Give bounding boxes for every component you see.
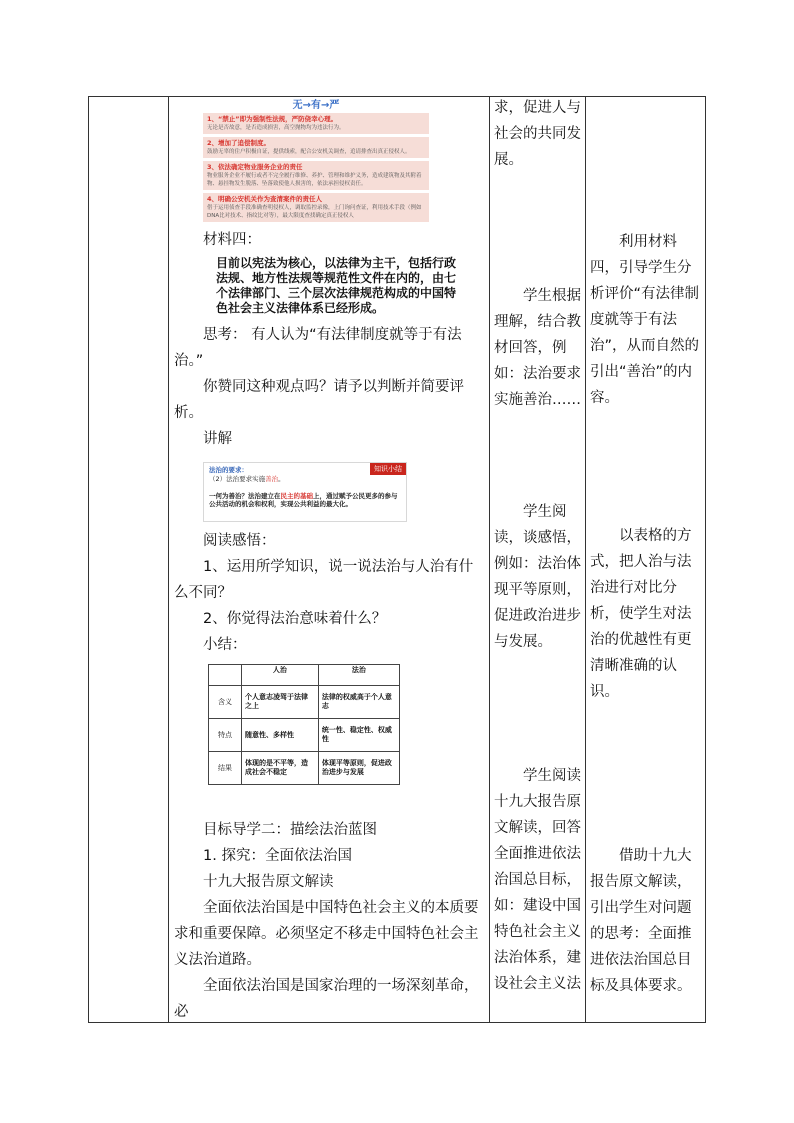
comparison-table — [208, 664, 400, 785]
intent-text: 借助十九大报告原文解读，引出学生对问题的思考：全面推进依法治国总目标及具体要求。 — [590, 848, 692, 994]
explore-heading: 1. 探究：全面依法治国 — [203, 848, 352, 864]
think-line: 思考： 有人认为“有法律制度就等于有法治。” — [174, 327, 462, 369]
student-text: 学生根据理解，结合教材回答，例如：法治要求实施善治…… — [494, 288, 581, 408]
student-text: 学生阅读，谈感悟，例如：法治体现平等原则，促进政治进步与发展。 — [494, 504, 581, 650]
law-evolution-image — [203, 99, 429, 222]
goal-two-heading: 目标导学二：描绘法治蓝图 — [203, 822, 377, 838]
question-2: 2、你觉得法治意味着什么？ — [203, 611, 387, 627]
student-activity-column — [490, 97, 585, 1022]
table-row: 特点 随意性、多样性 统一性、稳定性、权威性 — [209, 719, 400, 752]
lesson-plan-table — [88, 96, 706, 1023]
report-heading: 十九大报告原文解读 — [203, 874, 334, 890]
lecture-label: 讲解 — [203, 431, 232, 447]
paragraph: 全面依法治国是中国特色社会主义的本质要求和重要保障。必须坚定不移走中国特色社会主义法治道路。 — [174, 900, 479, 968]
design-intent-column — [586, 97, 707, 1022]
reading-label: 阅读感悟： — [203, 533, 276, 549]
material-four-label: 材料四： — [203, 232, 261, 248]
summary-label: 小结： — [203, 637, 247, 653]
intent-text: 以表格的方式，把人治与法治进行对比分析，使学生对法治的优越性有更清晰准确的认识。 — [590, 528, 692, 700]
teaching-content-column — [169, 97, 489, 1022]
table-row: 人治 法治 — [209, 665, 400, 686]
image-item: 1、“禁止”即为强制性法规，严防侥幸心理。 无论是否故意，是否造成损害，高空抛物均为违法行为。 — [203, 113, 429, 134]
question: 你赞同这种观点吗？请予以判断并简要评析。 — [174, 379, 464, 421]
knowledge-summary-image: 知识小结 法治的要求： （2）法治要求实施善治。 一何为善治？法治建立在民主的基础上，通过赋予公民更多的参与公共活动的机会和权利，实现公共利益的最大化。 — [203, 462, 407, 522]
intent-text: 利用材料四，引导学生分析评价“有法律制度就等于有法治”，从而自然的引出“善治”的内容。 — [590, 234, 700, 406]
material-four-quote: 目前以宪法为核心，以法律为主干，包括行政法规、地方性法规等规范性文件在内的，由七个法律部门、三个层次法律规范构成的中国特色社会主义法律体系已经形成。 — [216, 256, 457, 315]
student-text: 学生阅读十九大报告原文解读，回答全面推进依法治国总目标，如：建设中国特色社会主义法治体系，建设社会主义法 — [494, 768, 581, 992]
image-item: 3、依法确定物业服务企业的责任 物业服务企业不履行或者不完全履行维修、养护、管理和维护义务，造成建筑物及其附着物、悬挂物发生脱落、坠落致使他人损害的，依法承担侵权责任。 — [203, 161, 429, 190]
image-item: 2、增加了追偿制度。 鼓励无辜的住户积极自证，提供线索，配合公安机关调查，追请排查出真正侵权人。 — [203, 137, 429, 158]
table-row: 含义 个人意志凌驾于法律之上 法律的权威高于个人意志 — [209, 686, 400, 719]
table-row: 结果 体现的是不平等，造成社会不稳定 体现平等原则，促进政治进步与发展 — [209, 752, 400, 785]
image-item: 4、明确公安机关作为查清案件的责任人 借于运用侦查手段准确查明侵权人，调取监控录像，上门询问查证，利用技术手段（例如DNA比对技术、指纹比对等），最大限度查找确定真正侵权人 — [203, 193, 429, 222]
question-1: 1、运用所学知识，说一说法治与人治有什么不同？ — [174, 559, 474, 601]
image-title: 无→有→严 — [292, 100, 340, 111]
knowledge-tag: 知识小结 — [370, 463, 406, 475]
paragraph: 全面依法治国是国家治理的一场深刻革命，必 — [174, 978, 479, 1020]
student-text: 求，促进人与社会的共同发展。 — [494, 100, 581, 168]
